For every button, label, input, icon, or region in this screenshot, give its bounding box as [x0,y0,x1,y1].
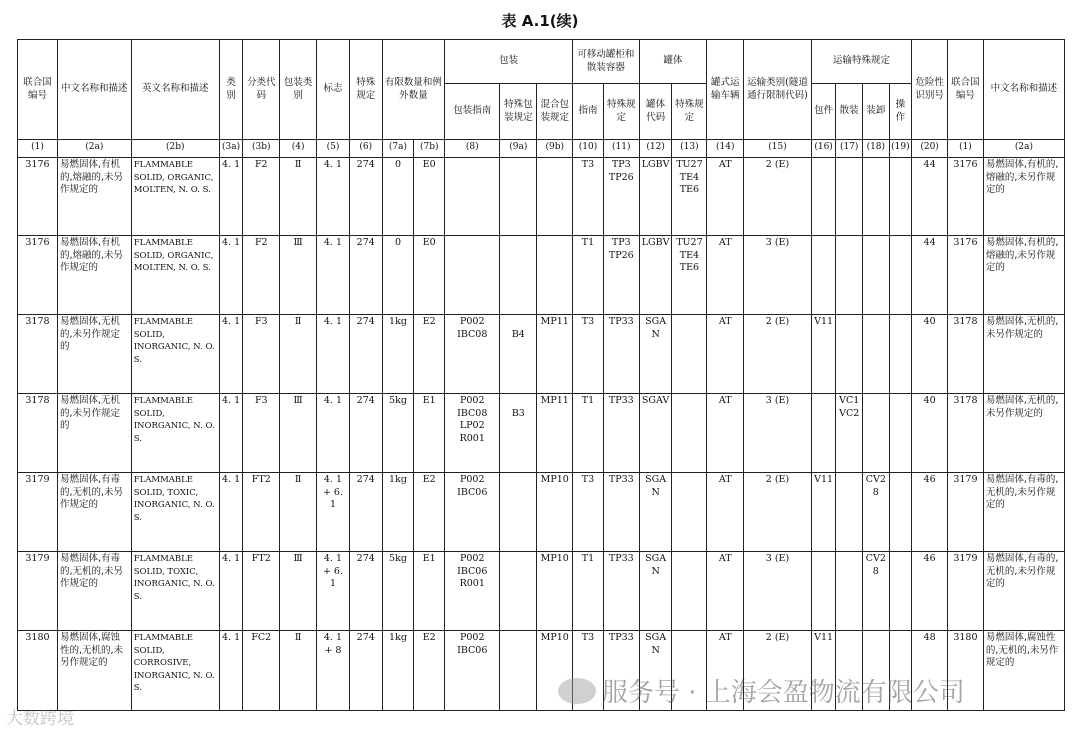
header-packaging: 包装 [445,40,573,84]
cell-tank-special [672,473,707,552]
cell-packing-group: Ⅲ [280,394,317,473]
cell-portable-special: TP3 TP26 [603,158,639,236]
cell-limited-qty: 1kg [382,631,414,711]
col-number: (3b) [243,140,280,158]
table-row [18,158,1065,236]
cell-special-packing: B4 [500,315,537,394]
cell-tank-code: LGBV [639,158,672,236]
dangerous-goods-table [17,39,1065,711]
cell-tank-special: TU27 TE4 TE6 [672,158,707,236]
cell-un-no-2: 3178 [948,315,984,394]
cell-loading-cv [863,236,890,315]
col-number: (19) [889,140,912,158]
cell-name-cn: 易燃固体,有机的,熔融的,未另作规定的 [57,158,131,236]
cell-special-packing [500,473,537,552]
cell-label: 4. 1 [317,394,350,473]
cell-un-no-2: 3180 [948,631,984,711]
cell-portable-instr: T3 [573,158,604,236]
table-row [18,315,1065,394]
cell-hazard-id: 40 [912,394,948,473]
col-number: (5) [317,140,350,158]
cell-name-cn: 易燃固体,有毒的,无机的,未另作规定的 [57,473,131,552]
cell-class: 4. 1 [219,158,243,236]
cell-un-no: 3179 [18,473,58,552]
header-packing-instructions: 包装指南 [445,84,500,140]
cell-special: 274 [349,473,382,552]
col-number: (4) [280,140,317,158]
cell-transport-category: 2 (E) [744,158,812,236]
cell-packing-instr: P002 IBC06 R001 [445,552,500,631]
col-number: (20) [912,140,948,158]
cell-mixed-packing: MP10 [537,631,573,711]
col-number: (8) [445,140,500,158]
cell-name-cn-2: 易燃固体,有毒的,无机的,未另作规定的 [983,552,1064,631]
cell-hazard-id: 48 [912,631,948,711]
cell-vehicle: AT [707,473,744,552]
cell-special: 274 [349,631,382,711]
cell-tank-code: SGAV [639,394,672,473]
cell-limited-qty: 5kg [382,394,414,473]
col-number: (12) [639,140,672,158]
cell-packing-group: Ⅱ [280,631,317,711]
header-tank-code: 罐体代码 [639,84,672,140]
cell-label: 4. 1 [317,315,350,394]
cell-loading-cv [863,394,890,473]
cell-loading-cv: CV28 [863,473,890,552]
cell-special-packing [500,552,537,631]
cell-special-packing [500,158,537,236]
col-number: (14) [707,140,744,158]
cell-operation-s [889,315,912,394]
cell-limited-qty: 0 [382,236,414,315]
cell-excepted-qty: E0 [414,236,445,315]
cell-packing-instr: P002 IBC08 [445,315,500,394]
cell-class-code: F3 [243,394,280,473]
cell-transport-category: 3 (E) [744,236,812,315]
cell-name-en: FLAMMABLE SOLID, ORGANIC, MOLTEN, N. O. S. [131,236,219,315]
cell-transport-category: 3 (E) [744,552,812,631]
cell-transport-category: 2 (E) [744,473,812,552]
header-limited-quantities: 有限数量和例外数量 [382,40,444,140]
cell-hazard-id: 46 [912,473,948,552]
cell-mixed-packing: MP11 [537,394,573,473]
cell-special-packing [500,236,537,315]
cell-un-no: 3176 [18,158,58,236]
cell-tank-special [672,552,707,631]
cell-vehicle: AT [707,394,744,473]
cell-portable-instr: T3 [573,315,604,394]
cell-operation-s [889,236,912,315]
cell-class: 4. 1 [219,473,243,552]
cell-hazard-id: 44 [912,158,948,236]
cell-portable-instr: T1 [573,394,604,473]
cell-special-packing [500,631,537,711]
cell-packing-group: Ⅱ [280,158,317,236]
cell-tank-special: TU27 TE4 TE6 [672,236,707,315]
col-number: (11) [603,140,639,158]
cell-special: 274 [349,315,382,394]
cell-hazard-id: 40 [912,315,948,394]
header-packing-group: 包装类别 [280,40,317,140]
col-number: (1) [18,140,58,158]
cell-limited-qty: 0 [382,158,414,236]
cell-un-no-2: 3179 [948,473,984,552]
cell-un-no-2: 3176 [948,158,984,236]
cell-name-en: FLAMMABLE SOLID, INORGANIC, N. O. S. [131,315,219,394]
cell-name-cn: 易燃固体,腐蚀性的,无机的,未另作规定的 [57,631,131,711]
cell-label: 4. 1 + 8 [317,631,350,711]
cell-special-packing: B3 [500,394,537,473]
col-number: (6) [349,140,382,158]
col-number: (16) [811,140,836,158]
header-name-en: 英文名称和描述 [131,40,219,140]
cell-label: 4. 1 + 6. 1 [317,552,350,631]
wechat-icon [558,678,596,704]
cell-transport-category: 3 (E) [744,394,812,473]
cell-tank-code: SGAN [639,473,672,552]
cell-package-v [811,236,836,315]
cell-special: 274 [349,552,382,631]
cell-portable-special: TP33 [603,631,639,711]
table-row [18,473,1065,552]
header-tank-special: 特殊规定 [672,84,707,140]
cell-special: 274 [349,236,382,315]
cell-limited-qty: 1kg [382,473,414,552]
cell-class-code: FC2 [243,631,280,711]
cell-bulk-vc [836,315,863,394]
cell-label: 4. 1 [317,158,350,236]
cell-name-cn: 易燃固体,有机的,熔融的,未另作规定的 [57,236,131,315]
cell-class: 4. 1 [219,552,243,631]
cell-portable-special: TP33 [603,473,639,552]
cell-name-cn-2: 易燃固体,有机的,熔融的,未另作规定的 [983,158,1064,236]
cell-un-no: 3179 [18,552,58,631]
header-special-provisions: 特殊规定 [349,40,382,140]
cell-hazard-id: 44 [912,236,948,315]
header-package: 包件 [811,84,836,140]
cell-name-cn-2: 易燃固体,无机的,未另作规定的 [983,315,1064,394]
cell-package-v [811,394,836,473]
cell-tank-code: SGAN [639,315,672,394]
cell-class: 4. 1 [219,631,243,711]
header-name-cn: 中文名称和描述 [57,40,131,140]
cell-class-code: F3 [243,315,280,394]
col-number: (9a) [500,140,537,158]
cell-operation-s [889,158,912,236]
header-bulk: 散装 [836,84,863,140]
cell-un-no: 3178 [18,394,58,473]
cell-name-cn: 易燃固体,有毒的,无机的,未另作规定的 [57,552,131,631]
watermark-corner-text: 大数跨境 [6,709,74,729]
cell-package-v: V11 [811,631,836,711]
cell-mixed-packing [537,236,573,315]
header-name-cn-2: 中文名称和描述 [983,40,1064,140]
cell-excepted-qty: E0 [414,158,445,236]
cell-name-en: FLAMMABLE SOLID, TOXIC, INORGANIC, N. O. S. [131,473,219,552]
cell-name-cn: 易燃固体,无机的,未另作规定的 [57,315,131,394]
header-hazard-id: 危险性识别号 [912,40,948,140]
cell-limited-qty: 1kg [382,315,414,394]
col-number: (2b) [131,140,219,158]
cell-bulk-vc [836,552,863,631]
header-portable-special: 特殊规定 [603,84,639,140]
cell-un-no-2: 3179 [948,552,984,631]
cell-mixed-packing [537,158,573,236]
table-row [18,394,1065,473]
cell-packing-instr: P002 IBC06 [445,631,500,711]
cell-loading-cv: CV28 [863,552,890,631]
col-number: (9b) [537,140,573,158]
cell-class: 4. 1 [219,236,243,315]
cell-tank-special [672,315,707,394]
cell-un-no-2: 3176 [948,236,984,315]
watermark-corner [6,704,74,729]
cell-name-cn-2: 易燃固体,有机的,熔融的,未另作规定的 [983,236,1064,315]
cell-class-code: FT2 [243,473,280,552]
cell-packing-instr: P002 IBC08 LP02 R001 [445,394,500,473]
header-tank-vehicle: 罐式运输车辆 [707,40,744,140]
cell-portable-special: TP3 TP26 [603,236,639,315]
cell-class-code: FT2 [243,552,280,631]
cell-bulk-vc [836,473,863,552]
header-transport-category: 运输类别(隧道通行限制代码) [744,40,812,140]
cell-packing-instr [445,158,500,236]
cell-tank-code: SGAN [639,631,672,711]
header-tank: 罐体 [639,40,707,84]
cell-class: 4. 1 [219,394,243,473]
cell-portable-instr: T1 [573,552,604,631]
header-operation: 操作 [889,84,912,140]
table-header [18,40,1065,158]
header-mixed-packing: 混合包装规定 [537,84,573,140]
header-class-code: 分类代码 [243,40,280,140]
cell-vehicle: AT [707,631,744,711]
page-title: 表 A.1(续) [501,12,579,30]
cell-name-en: FLAMMABLE SOLID, CORROSIVE, INORGANIC, N. O. S. [131,631,219,711]
cell-package-v: V11 [811,473,836,552]
col-number: (13) [672,140,707,158]
cell-portable-instr: T3 [573,631,604,711]
cell-package-v [811,158,836,236]
cell-portable-special: TP33 [603,315,639,394]
cell-excepted-qty: E1 [414,394,445,473]
header-class: 类别 [219,40,243,140]
cell-vehicle: AT [707,236,744,315]
cell-operation-s [889,394,912,473]
watermark-main [558,672,965,709]
cell-portable-instr: T3 [573,473,604,552]
col-number: (7a) [382,140,414,158]
column-number-row [18,140,1065,158]
cell-bulk-vc: VC1 VC2 [836,394,863,473]
cell-operation-s [889,473,912,552]
cell-transport-category: 2 (E) [744,315,812,394]
cell-portable-special: TP33 [603,552,639,631]
header-portable-tanks: 可移动罐柜和散装容器 [573,40,640,84]
col-number: (17) [836,140,863,158]
cell-portable-instr: T1 [573,236,604,315]
col-number: (2a) [983,140,1064,158]
col-number: (2a) [57,140,131,158]
cell-excepted-qty: E2 [414,631,445,711]
cell-packing-instr [445,236,500,315]
cell-excepted-qty: E1 [414,552,445,631]
cell-mixed-packing: MP10 [537,552,573,631]
cell-vehicle: AT [707,552,744,631]
cell-name-cn-2: 易燃固体,无机的,未另作规定的 [983,394,1064,473]
cell-mixed-packing: MP10 [537,473,573,552]
cell-name-en: FLAMMABLE SOLID, ORGANIC, MOLTEN, N. O. S. [131,158,219,236]
cell-class-code: F2 [243,158,280,236]
header-un-no: 联合国编号 [18,40,58,140]
cell-package-v [811,552,836,631]
cell-mixed-packing: MP11 [537,315,573,394]
cell-operation-s [889,552,912,631]
cell-packing-group: Ⅱ [280,473,317,552]
cell-packing-group: Ⅲ [280,552,317,631]
cell-loading-cv [863,158,890,236]
cell-packing-group: Ⅱ [280,315,317,394]
cell-label: 4. 1 + 6. 1 [317,473,350,552]
header-un-no-2: 联合国编号 [948,40,984,140]
cell-transport-category: 2 (E) [744,631,812,711]
cell-name-cn: 易燃固体,无机的,未另作规定的 [57,394,131,473]
cell-limited-qty: 5kg [382,552,414,631]
watermark-main-text: 服务号 · 上海会盈物流有限公司 [602,678,965,708]
cell-un-no: 3178 [18,315,58,394]
cell-tank-code: LGBV [639,236,672,315]
cell-name-en: FLAMMABLE SOLID, INORGANIC, N. O. S. [131,394,219,473]
table-body [18,158,1065,711]
cell-portable-special: TP33 [603,394,639,473]
header-portable-instructions: 指南 [573,84,604,140]
cell-name-cn-2: 易燃固体,有毒的,无机的,未另作规定的 [983,473,1064,552]
cell-name-en: FLAMMABLE SOLID, TOXIC, INORGANIC, N. O. S. [131,552,219,631]
cell-hazard-id: 46 [912,552,948,631]
header-label: 标志 [317,40,350,140]
header-transport-special: 运输特殊规定 [811,40,911,84]
table-row [18,236,1065,315]
cell-un-no: 3176 [18,236,58,315]
cell-un-no: 3180 [18,631,58,711]
cell-special: 274 [349,394,382,473]
cell-packing-group: Ⅲ [280,236,317,315]
cell-vehicle: AT [707,158,744,236]
cell-package-v: V11 [811,315,836,394]
cell-loading-cv [863,315,890,394]
cell-label: 4. 1 [317,236,350,315]
cell-class: 4. 1 [219,315,243,394]
header-special-packing: 特殊包装规定 [500,84,537,140]
cell-name-cn-2: 易燃固体,腐蚀性的,无机的,未另作规定的 [983,631,1064,711]
cell-bulk-vc [836,236,863,315]
cell-excepted-qty: E2 [414,473,445,552]
cell-tank-special [672,394,707,473]
col-number: (15) [744,140,812,158]
cell-vehicle: AT [707,315,744,394]
col-number: (3a) [219,140,243,158]
cell-packing-instr: P002 IBC06 [445,473,500,552]
col-number: (10) [573,140,604,158]
table-row [18,552,1065,631]
col-number: (7b) [414,140,445,158]
cell-bulk-vc [836,158,863,236]
col-number: (1) [948,140,984,158]
cell-class-code: F2 [243,236,280,315]
cell-excepted-qty: E2 [414,315,445,394]
cell-un-no-2: 3178 [948,394,984,473]
header-loading: 装卸 [863,84,890,140]
col-number: (18) [863,140,890,158]
cell-special: 274 [349,158,382,236]
cell-tank-code: SGAN [639,552,672,631]
